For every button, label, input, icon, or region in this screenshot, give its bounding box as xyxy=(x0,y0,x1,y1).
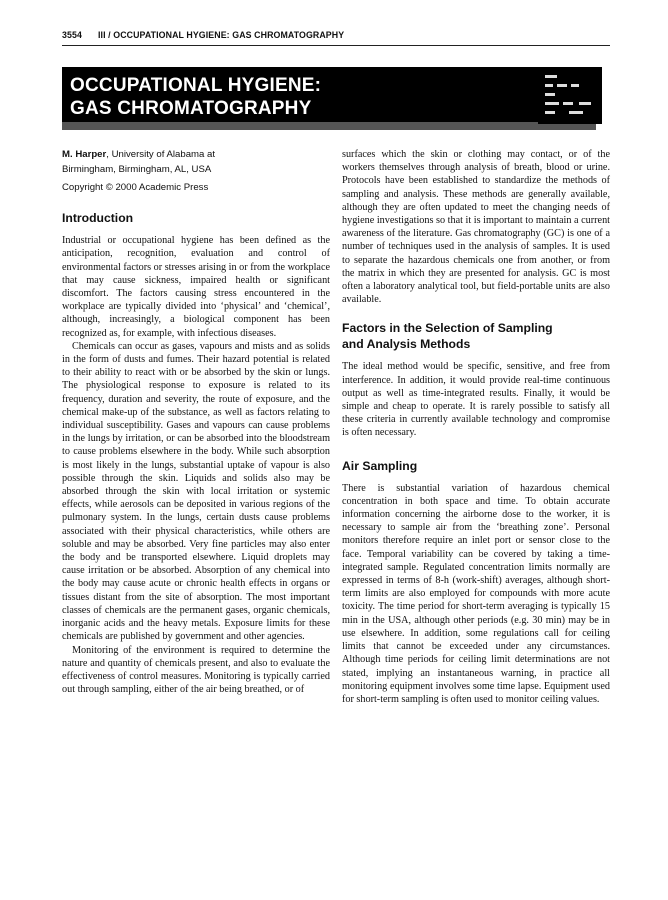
title-banner xyxy=(62,67,596,130)
title-line-2: GAS CHROMATOGRAPHY xyxy=(70,98,312,119)
author-affiliation-2: Birmingham, Birmingham, AL, USA xyxy=(62,163,212,175)
header-rule xyxy=(62,45,610,46)
introduction-paragraph-3-continued: surfaces which the skin or clothing may contact, or of the workers themselves through analysis of breath, blood or urine. Protocols have been established to standardize the methods of sampling and analysis. These methods are generally available, although they are often updated to meet the changing needs of hygiene investigations so that it is important to maintain a current awareness of the literature. Gas chromatography (GC) is one of a number of techniques used in the analysis of samples. It is used to separate the hazardous chemicals one from another, or from the matrix in which they are presented for analysis. GC is most often a laboratory analytical tool, but field-portable units are also available. xyxy=(342,149,610,306)
introduction-paragraph-3: Monitoring of the environment is required to determine the nature and quantity of chemicals present, and also to evaluate the effectiveness of control measures. Monitoring is typically carried out through sampling, either of the air being breathed, or of xyxy=(62,644,330,696)
factors-heading-line-2: and Analysis Methods xyxy=(342,337,471,352)
author-block xyxy=(62,148,330,177)
running-title: III / OCCUPATIONAL HYGIENE: GAS CHROMATOGRAPHY xyxy=(97,30,345,40)
air-sampling-heading: Air Sampling xyxy=(342,458,418,473)
running-header xyxy=(62,30,610,44)
author-affiliation-1: , University of Alabama at xyxy=(106,149,216,160)
title-line-1: OCCUPATIONAL HYGIENE: xyxy=(70,75,322,96)
introduction-paragraph-1: Industrial or occupational hygiene has been defined as the anticipation, recognition, evaluation and control of environmental factors or stresses arising in or from the workplace that may cause sickness, impaired health or significant discomfort. The factors causing stress encountered in the workplace are typically divided into ‘physical’ and ‘chemical’, although, increasingly, a biological component has been recognized as, for example, with infectious diseases. xyxy=(62,235,330,339)
page-number: 3554 xyxy=(62,30,82,40)
introduction-paragraph-2: Chemicals can occur as gases, vapours and mists and as solids in the form of dusts and fumes. Their hazard potential is related to their ability to react with or be absorbed by the skin or lungs. The physiological response to exposure is related to its frequency, duration and severity, the route of exposure, and the chemical make-up of the substance, as well as factors relating to individual susceptibility. Gases and vapours can cause problems in the lungs by irritation, or can be absorbed into the bloodstream to cause problems elsewhere in the body. While such absorption is most likely in the lungs, substantial uptake of vapour is also possible through the skin. Liquids and solids also may be absorbed through the skin with local irritation or systemic effects, while aerosols can be deposited in various regions of the pulmonary system. In the lungs, certain dusts cause problems associated with their physical characteristics, while others are soluble and may be absorbed. Very fine particles may also enter the body and be transported elsewhere. Liquid droplets may cause irritation or be absorbed. Absorption of any chemical into the body may cause acute or chronic health effects in organs or tissues distant from the site of absorption. The most important classes of chemicals are the permanent gases, organic chemicals, inorganic acids and the heavy metals. Exposure limits for these chemicals are published by government and other agencies. xyxy=(62,340,330,643)
right-column xyxy=(342,148,610,706)
banner-shadow xyxy=(62,122,596,130)
encyclopedia-logo-icon xyxy=(538,67,602,124)
factors-paragraph-1: The ideal method would be specific, sensitive, and free from interference. In addition, it would provide real-time continuous output as well as time-integrated results. Finally, it would be simple and cheap to operate. It is rarely possible to satisfy all these criteria in currently available technology and compromise is often necessary. xyxy=(342,361,610,439)
copyright: Copyright © 2000 Academic Press xyxy=(62,182,209,193)
introduction-heading: Introduction xyxy=(62,211,134,226)
air-sampling-paragraph-1: There is substantial variation of hazardous chemical concentration in both space and time. To obtain accurate information concerning the airborne dose to the worker, it is necessary to sample air from the ‘breathing zone’. Personal monitors therefore require an inlet port or sensor close to the face. Temporal variability can be covered by taking a time-integrated sample. Regulated concentration limits normally are expressed in terms of 8-h (work-shift) averages, although short-term limits are also employed for compounds with more acute toxicity. The time period for short-term averaging is typically 15 min in the USA, although other periods (e.g. 30 min) may be in use elsewhere. In addition, some regulations call for ceiling limits that cannot be exceeded under any circumstances. Although time periods for ceiling limit determinations are not stated, implying an instantaneous warning, in practice all monitoring equipment involves some time lapse. Equipment used for short-term sampling is often used to monitor ceiling values. xyxy=(342,482,610,705)
factors-heading xyxy=(342,320,610,352)
left-column xyxy=(62,148,330,696)
factors-heading-line-1: Factors in the Selection of Sampling xyxy=(342,321,553,336)
author-name: M. Harper xyxy=(62,149,107,160)
